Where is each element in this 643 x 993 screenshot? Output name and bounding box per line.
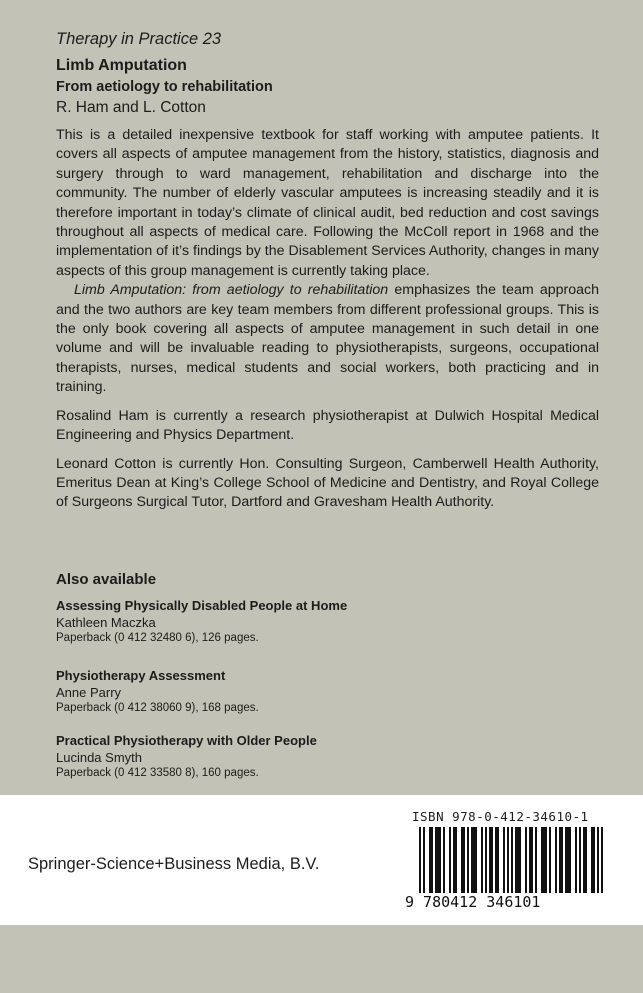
barcode-bar (491, 827, 493, 893)
book-item-author: Lucinda Smyth (56, 750, 142, 765)
book-item-details: Paperback (0 412 32480 6), 126 pages. (56, 632, 259, 644)
isbn-label: ISBN 978-0-412-34610-1 (412, 809, 589, 824)
book-item-details: Paperback (0 412 38060 9), 168 pages. (56, 702, 259, 714)
title-reference: Limb Amputation: from aetiology to rehabilitation (74, 282, 389, 299)
barcode-bar (437, 827, 439, 893)
description-paragraph (56, 281, 599, 397)
barcode-bar (559, 827, 561, 893)
barcode-bar (431, 827, 433, 893)
book-item-author: Kathleen Maczka (56, 615, 156, 630)
description (56, 126, 599, 513)
barcode-bar (507, 827, 509, 893)
barcode-bar (461, 827, 463, 893)
barcode-digits: 9 780412 346101 (405, 893, 541, 909)
barcode-bar (525, 827, 527, 893)
barcode-bar (585, 827, 587, 893)
publisher-name: Springer-Science+Business Media, B.V. (28, 855, 320, 873)
barcode-bar (473, 827, 475, 893)
barcode-bar (449, 827, 451, 893)
barcode-bar (579, 827, 581, 893)
barcode-bar (471, 827, 473, 893)
barcode-bar (543, 827, 545, 893)
barcode-bar (565, 827, 567, 893)
author-bio-ham: Rosalind Ham is currently a research physiotherapist at Dulwich Hospital Medical Engineering and Physics Department. (56, 407, 599, 444)
also-available-book (56, 667, 259, 716)
book-item-title: Practical Physiotherapy with Older People (56, 733, 317, 748)
barcode-bar (439, 827, 441, 893)
publisher-band (0, 795, 643, 925)
barcode-bar (489, 827, 491, 893)
book-item-title: Assessing Physically Disabled People at Home (56, 598, 348, 613)
description-paragraph: This is a detailed inexpensive textbook for staff working with amputee patients. It covers all aspects of amputee management from the history, statistics, diagnosis and surgery through to ward management, rehabilitation and discharge into the community. The number of elderly vascular amputees is increasing steadily and it is therefore important in today’s climate of clinical audit, bed reduction and cost savings throughout all aspects of medical care. Following the McColl report in 1968 and the implementation of it’s findings by the Disablement Services Authority, changes in many aspects of this group management is currently taking place. (56, 127, 599, 279)
barcode-bar (575, 827, 577, 893)
author-bio-cotton: Leonard Cotton is currently Hon. Consulting Surgeon, Camberwell Health Authority, Emeritus Dean at King’s College School of Medicine and Dentistry, and Royal College of Surgeons Surgical Tutor, Dartford and Gravesham Health Authority. (56, 455, 599, 511)
barcode-bar (545, 827, 547, 893)
barcode-bar (503, 827, 505, 893)
barcode-bar (435, 827, 437, 893)
barcode-bar (495, 827, 497, 893)
book-subtitle: From aetiology to rehabilitation (56, 79, 273, 95)
barcode-bar (561, 827, 563, 893)
barcode-bar (485, 827, 487, 893)
barcode-bar (569, 827, 571, 893)
barcode-bar (535, 827, 537, 893)
book-title: Limb Amputation (56, 57, 187, 74)
barcode-bar (519, 827, 521, 893)
barcode-bar (591, 827, 593, 893)
book-item-details: Paperback (0 412 33580 8), 160 pages. (56, 767, 259, 779)
barcode (405, 827, 615, 909)
barcode-bar (531, 827, 533, 893)
barcode-bar (529, 827, 531, 893)
barcode-bar (455, 827, 457, 893)
paragraph-text: emphasizes the team approach and the two authors are key team members from different professional groups. This is the only book covering all aspects of amputee management in such detail in one volume and will be invaluable reading to physiotherapists, surgeons, occupational therapists, nurses, medical students and social workers, both practicing and in training. (56, 282, 599, 396)
also-available-book (56, 732, 317, 781)
barcode-bar (555, 827, 557, 893)
barcode-bar (583, 827, 585, 893)
barcode-bar (453, 827, 455, 893)
barcode-bar (475, 827, 477, 893)
barcode-bar (481, 827, 483, 893)
series-title: Therapy in Practice 23 (56, 30, 222, 48)
barcode-bar (443, 827, 445, 893)
barcode-bar (429, 827, 431, 893)
barcode-bar (467, 827, 469, 893)
barcode-bar (567, 827, 569, 893)
barcode-bar (497, 827, 499, 893)
book-item-title: Physiotherapy Assessment (56, 668, 226, 683)
also-available-book (56, 597, 347, 646)
barcode-bar (593, 827, 595, 893)
barcode-bar (549, 827, 551, 893)
book-item-author: Anne Parry (56, 685, 122, 700)
book-authors: R. Ham and L. Cotton (56, 99, 206, 116)
barcode-bar (463, 827, 465, 893)
also-available-heading: Also available (56, 571, 157, 588)
barcode-bar (541, 827, 543, 893)
